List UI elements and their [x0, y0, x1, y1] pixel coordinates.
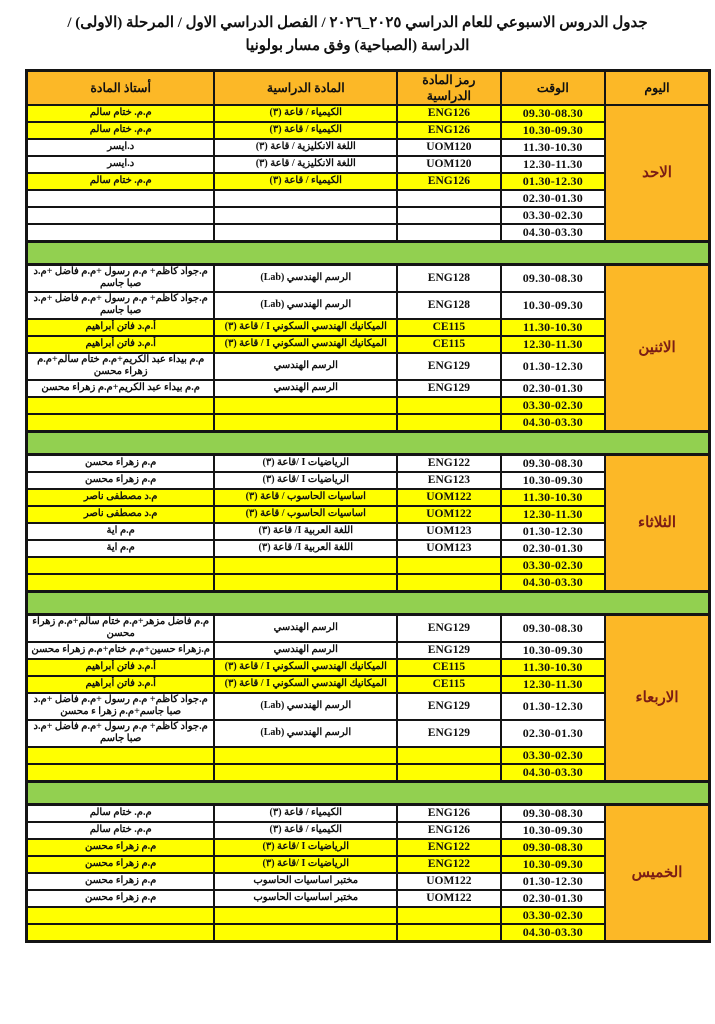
instructor-cell: م.جواد كاظم+ م.م رسول +م.م فاضل +م.د صبا جاسم [27, 264, 215, 292]
course-name-cell [214, 907, 397, 924]
instructor-cell [27, 764, 215, 782]
instructor-cell [27, 747, 215, 764]
time-cell: 09.30-08.30 [501, 454, 605, 472]
course-code-cell [397, 397, 500, 414]
day-cell: الاثنين [605, 264, 709, 431]
course-name-cell [214, 574, 397, 592]
header-day: اليوم [605, 70, 709, 105]
time-cell: 09.30-08.30 [501, 614, 605, 642]
time-cell: 09.30-08.30 [501, 105, 605, 122]
day-cell: الاربعاء [605, 614, 709, 781]
time-cell: 10.30-09.30 [501, 856, 605, 873]
course-code-cell [397, 190, 500, 207]
instructor-cell: م.م فاضل مزهر+م.م ختام سالم+م.م زهراء محسن [27, 614, 215, 642]
course-code-cell: UOM122 [397, 506, 500, 523]
course-code-cell: UOM123 [397, 523, 500, 540]
time-cell: 01.30-12.30 [501, 693, 605, 720]
course-name-cell [214, 224, 397, 242]
time-cell: 11.30-10.30 [501, 139, 605, 156]
course-name-cell: الميكانيك الهندسي السكوني I / قاعة (٣) [214, 319, 397, 336]
course-name-cell: الرسم الهندسي (Lab) [214, 693, 397, 720]
course-name-cell: الميكانيك الهندسي السكوني I / قاعة (٣) [214, 336, 397, 353]
time-cell: 11.30-10.30 [501, 489, 605, 506]
time-cell: 02.30-01.30 [501, 720, 605, 747]
instructor-cell: م.م زهراء محسن [27, 454, 215, 472]
page-title-line1: جدول الدروس الاسبوعي للعام الدراسي ٢٠٢٥_٢٠٢٦ / الفصل الدراسي الاول / المرحلة (الاولى) / [67, 15, 648, 31]
time-cell: 10.30-09.30 [501, 642, 605, 659]
course-code-cell: CE115 [397, 336, 500, 353]
course-name-cell: الرياضيات I /قاعة (٣) [214, 856, 397, 873]
instructor-cell [27, 414, 215, 432]
course-code-cell: ENG122 [397, 454, 500, 472]
course-code-cell [397, 207, 500, 224]
course-name-cell: الرسم الهندسي [214, 353, 397, 380]
table-row [27, 614, 710, 642]
course-code-cell: UOM123 [397, 540, 500, 557]
course-name-cell [214, 924, 397, 942]
instructor-cell: م.د مصطفى ناصر [27, 506, 215, 523]
time-cell: 01.30-12.30 [501, 353, 605, 380]
course-code-cell: UOM122 [397, 873, 500, 890]
course-name-cell: الرسم الهندسي [214, 380, 397, 397]
course-name-cell: الكيمياء / قاعة (٣) [214, 122, 397, 139]
day-separator [27, 431, 710, 454]
course-name-cell: اللغة العربية I/ قاعة (٣) [214, 523, 397, 540]
instructor-cell: م.م زهراء محسن [27, 856, 215, 873]
time-cell: 04.30-03.30 [501, 224, 605, 242]
course-name-cell: الرسم الهندسي [214, 642, 397, 659]
course-code-cell: ENG126 [397, 122, 500, 139]
course-name-cell: الرياضيات I /قاعة (٣) [214, 472, 397, 489]
time-cell: 12.30-11.30 [501, 156, 605, 173]
course-name-cell: اساسيات الحاسوب / قاعة (٣) [214, 506, 397, 523]
time-cell: 04.30-03.30 [501, 924, 605, 942]
course-name-cell: الرياضيات I /قاعة (٣) [214, 839, 397, 856]
time-cell: 02.30-01.30 [501, 540, 605, 557]
course-code-cell [397, 414, 500, 432]
time-cell: 09.30-08.30 [501, 804, 605, 822]
instructor-cell: م.زهراء حسين+م.م ختام+م.م زهراء محسن [27, 642, 215, 659]
course-code-cell: ENG129 [397, 380, 500, 397]
day-cell: الاحد [605, 105, 709, 242]
time-cell: 02.30-01.30 [501, 380, 605, 397]
time-cell: 10.30-09.30 [501, 122, 605, 139]
day-separator [27, 781, 710, 804]
instructor-cell: م.م اية [27, 523, 215, 540]
course-name-cell: الميكانيك الهندسي السكوني I / قاعة (٣) [214, 659, 397, 676]
course-code-cell: ENG129 [397, 353, 500, 380]
course-code-cell: UOM122 [397, 890, 500, 907]
course-name-cell [214, 747, 397, 764]
table-row [27, 804, 710, 822]
instructor-cell: م.م. ختام سالم [27, 122, 215, 139]
instructor-cell: م.م زهراء محسن [27, 472, 215, 489]
time-cell: 04.30-03.30 [501, 414, 605, 432]
course-code-cell: ENG126 [397, 173, 500, 190]
course-name-cell: اللغة العربية I/ قاعة (٣) [214, 540, 397, 557]
instructor-cell: م.م. ختام سالم [27, 173, 215, 190]
course-name-cell [214, 414, 397, 432]
instructor-cell: م.م. ختام سالم [27, 822, 215, 839]
course-code-cell: ENG122 [397, 856, 500, 873]
time-cell: 03.30-02.30 [501, 557, 605, 574]
course-name-cell: الكيمياء / قاعة (٣) [214, 822, 397, 839]
day-separator-band [27, 241, 710, 264]
time-cell: 01.30-12.30 [501, 873, 605, 890]
course-name-cell: اللغة الانكليزية / قاعة (٣) [214, 139, 397, 156]
header-instructor: أستاذ المادة [27, 70, 215, 105]
time-cell: 02.30-01.30 [501, 190, 605, 207]
course-name-cell: مختبر اساسيات الحاسوب [214, 890, 397, 907]
page-title [18, 12, 697, 59]
course-name-cell [214, 397, 397, 414]
course-name-cell: مختبر اساسيات الحاسوب [214, 873, 397, 890]
table-row [27, 454, 710, 472]
time-cell: 03.30-02.30 [501, 397, 605, 414]
time-cell: 03.30-02.30 [501, 747, 605, 764]
course-code-cell: ENG123 [397, 472, 500, 489]
course-code-cell [397, 557, 500, 574]
course-name-cell [214, 190, 397, 207]
time-cell: 01.30-12.30 [501, 523, 605, 540]
table-row [27, 105, 710, 122]
day-cell: الثلاثاء [605, 454, 709, 591]
time-cell: 10.30-09.30 [501, 822, 605, 839]
day-separator-band [27, 781, 710, 804]
course-name-cell: اساسيات الحاسوب / قاعة (٣) [214, 489, 397, 506]
course-code-cell: UOM122 [397, 489, 500, 506]
instructor-cell: م.د مصطفى ناصر [27, 489, 215, 506]
instructor-cell: م.م زهراء محسن [27, 839, 215, 856]
course-code-cell: ENG128 [397, 264, 500, 292]
course-name-cell [214, 764, 397, 782]
instructor-cell: أ.م.د فاتن أبراهيم [27, 659, 215, 676]
instructor-cell: م.م. ختام سالم [27, 804, 215, 822]
course-code-cell: CE115 [397, 676, 500, 693]
instructor-cell: م.جواد كاظم+ م.م رسول +م.م فاضل +م.د صبا جاسم+م.م زهرا ء محسن [27, 693, 215, 720]
course-code-cell [397, 747, 500, 764]
instructor-cell: أ.م.د فاتن أبراهيم [27, 336, 215, 353]
time-cell: 12.30-11.30 [501, 676, 605, 693]
instructor-cell: م.م زهراء محسن [27, 873, 215, 890]
course-code-cell: ENG126 [397, 105, 500, 122]
instructor-cell [27, 224, 215, 242]
time-cell: 11.30-10.30 [501, 319, 605, 336]
time-cell: 04.30-03.30 [501, 574, 605, 592]
day-cell: الخميس [605, 804, 709, 941]
course-name-cell: الرسم الهندسي (Lab) [214, 720, 397, 747]
course-name-cell: الكيمياء / قاعة (٣) [214, 804, 397, 822]
course-name-cell: اللغة الانكليزية / قاعة (٣) [214, 156, 397, 173]
course-code-cell: UOM120 [397, 139, 500, 156]
course-code-cell: ENG129 [397, 614, 500, 642]
course-name-cell: الرسم الهندسي (Lab) [214, 292, 397, 319]
header-course: المادة الدراسية [214, 70, 397, 105]
instructor-cell: م.م بيداء عبد الكريم+م.م زهراء محسن [27, 380, 215, 397]
course-name-cell: الكيمياء / قاعة (٣) [214, 173, 397, 190]
time-cell: 11.30-10.30 [501, 659, 605, 676]
instructor-cell [27, 924, 215, 942]
time-cell: 09.30-08.30 [501, 264, 605, 292]
day-separator [27, 591, 710, 614]
course-code-cell: ENG129 [397, 642, 500, 659]
instructor-cell: م.جواد كاظم+ م.م رسول +م.م فاضل +م.د صبا جاسم [27, 292, 215, 319]
instructor-cell [27, 907, 215, 924]
header-row [27, 70, 710, 105]
course-code-cell: ENG126 [397, 804, 500, 822]
course-code-cell: UOM120 [397, 156, 500, 173]
course-code-cell: CE115 [397, 319, 500, 336]
course-name-cell [214, 557, 397, 574]
course-code-cell: ENG129 [397, 720, 500, 747]
time-cell: 12.30-11.30 [501, 336, 605, 353]
time-cell: 02.30-01.30 [501, 890, 605, 907]
course-code-cell [397, 907, 500, 924]
day-separator-band [27, 591, 710, 614]
instructor-cell: أ.م.د فاتن أبراهيم [27, 319, 215, 336]
course-code-cell [397, 224, 500, 242]
instructor-cell [27, 207, 215, 224]
course-code-cell: CE115 [397, 659, 500, 676]
instructor-cell [27, 190, 215, 207]
instructor-cell [27, 557, 215, 574]
course-code-cell [397, 924, 500, 942]
time-cell: 12.30-11.30 [501, 506, 605, 523]
course-code-cell [397, 764, 500, 782]
instructor-cell: د.ايسر [27, 156, 215, 173]
instructor-cell: م.م زهراء محسن [27, 890, 215, 907]
time-cell: 03.30-02.30 [501, 907, 605, 924]
course-code-cell: ENG122 [397, 839, 500, 856]
time-cell: 09.30-08.30 [501, 839, 605, 856]
instructor-cell: م.م اية [27, 540, 215, 557]
header-time: الوقت [501, 70, 605, 105]
instructor-cell: د.ايسر [27, 139, 215, 156]
time-cell: 10.30-09.30 [501, 292, 605, 319]
table-row [27, 264, 710, 292]
time-cell: 01.30-12.30 [501, 173, 605, 190]
course-code-cell: ENG129 [397, 693, 500, 720]
course-name-cell: الرياضيات I /قاعة (٣) [214, 454, 397, 472]
time-cell: 04.30-03.30 [501, 764, 605, 782]
course-code-cell: ENG126 [397, 822, 500, 839]
course-name-cell: الكيمياء / قاعة (٣) [214, 105, 397, 122]
day-separator-band [27, 431, 710, 454]
time-cell: 03.30-02.30 [501, 207, 605, 224]
instructor-cell: م.م. ختام سالم [27, 105, 215, 122]
time-cell: 10.30-09.30 [501, 472, 605, 489]
page-title-line2: الدراسة (الصباحية) وفق مسار بولونيا [245, 38, 470, 55]
schedule-table [25, 69, 711, 943]
course-code-cell [397, 574, 500, 592]
instructor-cell [27, 397, 215, 414]
day-separator [27, 241, 710, 264]
instructor-cell: م.م بيداء عبد الكريم+م.م ختام سالم+م.م زهراء محسن [27, 353, 215, 380]
instructor-cell [27, 574, 215, 592]
instructor-cell: م.جواد كاظم+ م.م رسول +م.م فاضل +م.د صبا جاسم [27, 720, 215, 747]
course-code-cell: ENG128 [397, 292, 500, 319]
course-name-cell: الميكانيك الهندسي السكوني I / قاعة (٣) [214, 676, 397, 693]
course-name-cell: الرسم الهندسي (Lab) [214, 264, 397, 292]
course-name-cell [214, 207, 397, 224]
header-code: رمز المادة الدراسية [397, 70, 500, 105]
course-name-cell: الرسم الهندسي [214, 614, 397, 642]
instructor-cell: أ.م.د فاتن أبراهيم [27, 676, 215, 693]
